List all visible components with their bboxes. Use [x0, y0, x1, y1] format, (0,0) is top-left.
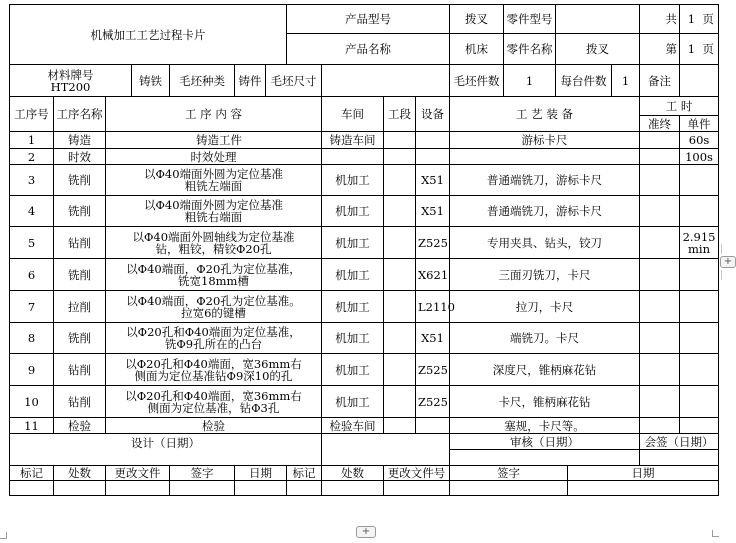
row-name: 铣削: [54, 323, 106, 354]
blank-size-label: 毛坯尺寸: [266, 65, 322, 97]
row-section: [384, 354, 416, 386]
row-workshop: [322, 149, 384, 165]
part-model-value: [556, 5, 640, 34]
table-row: [10, 227, 719, 259]
table-row: [10, 291, 719, 323]
row-name: 铣削: [54, 196, 106, 227]
table-row: [10, 132, 719, 149]
review-date-value: [450, 450, 640, 466]
revision-cell: [106, 481, 170, 496]
row-workshop: 机加工: [322, 165, 384, 196]
part-name-label: 零件名称: [504, 34, 556, 65]
row-unit-time: [680, 165, 719, 196]
row-prep-time: [640, 418, 680, 434]
row-workshop: 机加工: [322, 259, 384, 291]
row-name: 钻削: [54, 386, 106, 418]
row-tooling: 深度尺，锥柄麻花钻: [450, 354, 640, 386]
design-date-label: 设计（日期）: [10, 434, 322, 466]
row-name: 拉削: [54, 291, 106, 323]
row-prep-time: [640, 227, 680, 259]
row-content: 以Φ40端面，Φ20孔为定位基准， 铣宽18mm槽: [106, 259, 322, 291]
col-section: 工段: [384, 97, 416, 132]
row-section: [384, 165, 416, 196]
row-content: 以Φ20孔和Φ40端面，宽36mm右 侧面为定位基准，钻Φ3孔: [106, 386, 322, 418]
row-seq: 8: [10, 323, 54, 354]
row-tooling: 专用夹具、钻头，铰刀: [450, 227, 640, 259]
row-section: [384, 196, 416, 227]
row-unit-time: 60s: [680, 132, 719, 149]
page-corner-mark: [0, 532, 7, 539]
blank-type-label: 毛坯种类: [170, 65, 235, 97]
col-name: 工序名称: [54, 97, 106, 132]
row-section: [384, 386, 416, 418]
row-seq: 11: [10, 418, 54, 434]
row-content: 以Φ40端面外圆轴线为定位基准 钻，粗铰，精铰Φ20孔: [106, 227, 322, 259]
row-prep-time: [640, 132, 680, 149]
revision-cell: [287, 481, 322, 496]
row-equipment: X51: [416, 196, 450, 227]
row-content: 以Φ20孔和Φ40端面，宽36mm右 侧面为定位基准钻Φ9深10的孔: [106, 354, 322, 386]
row-section: [384, 323, 416, 354]
revision-mark-label: 标记: [10, 466, 54, 481]
revision-mark-label-2: 标记: [287, 466, 322, 481]
row-unit-time: [680, 418, 719, 434]
row-tooling: 塞规，卡尺等。: [450, 418, 640, 434]
row-unit-time: [680, 386, 719, 418]
page-number-value: 1 页: [680, 34, 719, 65]
row-prep-time: [640, 354, 680, 386]
revision-sign-label-2: 签字: [450, 466, 568, 481]
row-seq: 9: [10, 354, 54, 386]
row-unit-time: [680, 354, 719, 386]
row-seq: 1: [10, 132, 54, 149]
row-workshop: 机加工: [322, 323, 384, 354]
row-name: 铣削: [54, 165, 106, 196]
total-pages-value: 1 页: [680, 5, 719, 34]
row-section: [384, 291, 416, 323]
revision-cell: [450, 481, 568, 496]
revision-cell: [54, 481, 106, 496]
row-tooling: 端铣刀。卡尺: [450, 323, 640, 354]
remark-value: [680, 65, 719, 97]
row-prep-time: [640, 291, 680, 323]
row-unit-time: 100s: [680, 149, 719, 165]
table-row: [10, 149, 719, 165]
revision-date-label: 日期: [235, 466, 287, 481]
column-resize-marker[interactable]: [721, 270, 722, 280]
col-workshop: 车间: [322, 97, 384, 132]
row-tooling: 三面刃铣刀，卡尺: [450, 259, 640, 291]
revision-cell: [10, 481, 54, 496]
row-equipment: [416, 418, 450, 434]
col-unit-time: 单件: [680, 116, 719, 132]
row-name: 钻削: [54, 354, 106, 386]
process-card: [9, 4, 718, 496]
signoff-blank: [322, 434, 450, 450]
table-row: [10, 165, 719, 196]
table-row: [10, 196, 719, 227]
countersign-date-value: [640, 450, 719, 466]
table-row: [10, 323, 719, 354]
table-row: [10, 259, 719, 291]
row-equipment: X51: [416, 323, 450, 354]
revision-cell: [322, 481, 384, 496]
row-equipment: Z525: [416, 354, 450, 386]
add-column-handle[interactable]: +: [720, 256, 736, 268]
row-unit-time: [680, 323, 719, 354]
row-tooling: 普通端铣刀，游标卡尺: [450, 165, 640, 196]
row-equipment: X51: [416, 165, 450, 196]
row-workshop: 机加工: [322, 354, 384, 386]
col-tooling: 工 艺 装 备: [450, 97, 640, 132]
review-date-label: 审核（日期）: [450, 434, 640, 450]
row-unit-time: 2.915 min: [680, 227, 719, 259]
row-name: 时效: [54, 149, 106, 165]
column-resize-marker[interactable]: [721, 244, 722, 254]
row-prep-time: [640, 323, 680, 354]
row-prep-time: [640, 386, 680, 418]
blank-type-value: 铸件: [235, 65, 266, 97]
row-content: 以Φ40端面外圆为定位基准 粗铣右端面: [106, 196, 322, 227]
process-card-table: [9, 4, 719, 496]
per-unit-value: 1: [612, 65, 640, 97]
row-content: 时效处理: [106, 149, 322, 165]
row-content: 铸造工件: [106, 132, 322, 149]
row-tooling: 拉刀，卡尺: [450, 291, 640, 323]
row-workshop: 机加工: [322, 196, 384, 227]
row-tooling: 游标卡尺: [450, 132, 640, 149]
row-section: [384, 132, 416, 149]
row-content: 以Φ40端面外圆为定位基准 粗铣左端面: [106, 165, 322, 196]
row-content: 检验: [106, 418, 322, 434]
row-unit-time: [680, 196, 719, 227]
product-model-value: 拨叉: [450, 5, 504, 34]
card-title: 机械加工工艺过程卡片: [10, 5, 287, 65]
row-workshop: 机加工: [322, 386, 384, 418]
revision-count-label-2: 处数: [322, 466, 384, 481]
row-seq: 6: [10, 259, 54, 291]
revision-doc-label: 更改文件: [106, 466, 170, 481]
table-resize-handle[interactable]: [712, 530, 719, 537]
revision-count-label: 处数: [54, 466, 106, 481]
row-equipment: Z525: [416, 386, 450, 418]
revision-date-label-2: 日期: [568, 466, 719, 481]
row-name: 检验: [54, 418, 106, 434]
row-workshop: 机加工: [322, 291, 384, 323]
col-time: 工 时: [640, 97, 719, 116]
product-name-value: 机床: [450, 34, 504, 65]
row-equipment: X621: [416, 259, 450, 291]
row-prep-time: [640, 196, 680, 227]
blank-count-label: 毛坯件数: [450, 65, 504, 97]
revision-cell: [235, 481, 287, 496]
row-seq: 10: [10, 386, 54, 418]
revision-cell: [170, 481, 235, 496]
row-seq: 7: [10, 291, 54, 323]
part-name-value: 拨叉: [556, 34, 640, 65]
table-row: [10, 386, 719, 418]
row-equipment: [416, 132, 450, 149]
row-unit-time: [680, 291, 719, 323]
material-grade-value: HT200: [50, 79, 91, 94]
page-number-label: 第: [640, 34, 680, 65]
revision-cell: [568, 481, 719, 496]
row-equipment: Z525: [416, 227, 450, 259]
row-workshop: 铸造车间: [322, 132, 384, 149]
add-row-handle[interactable]: +: [356, 526, 376, 538]
row-section: [384, 418, 416, 434]
part-model-label: 零件型号: [504, 5, 556, 34]
row-tooling: 普通端铣刀，游标卡尺: [450, 196, 640, 227]
col-seq: 工序号: [10, 97, 54, 132]
col-equipment: 设备: [416, 97, 450, 132]
cast-iron-label: 铸铁: [132, 65, 170, 97]
row-unit-time: [680, 259, 719, 291]
revision-doc-label-2: 更改文件号: [384, 466, 450, 481]
table-row: [10, 418, 719, 434]
row-name: 铣削: [54, 259, 106, 291]
col-prep-time: 准终: [640, 116, 680, 132]
row-seq: 5: [10, 227, 54, 259]
row-content: 以Φ40端面，Φ20孔为定位基准。 拉宽6的键槽: [106, 291, 322, 323]
blank-count-value: 1: [504, 65, 556, 97]
product-name-label: 产品名称: [287, 34, 450, 65]
per-unit-label: 每台件数: [556, 65, 612, 97]
row-prep-time: [640, 165, 680, 196]
blank-size-value: [322, 65, 450, 97]
material-grade-cell: [10, 65, 132, 97]
row-name: 铸造: [54, 132, 106, 149]
row-name: 钻削: [54, 227, 106, 259]
table-row: [10, 354, 719, 386]
row-prep-time: [640, 149, 680, 165]
revision-cell: [384, 481, 450, 496]
total-pages-label: 共: [640, 5, 680, 34]
row-section: [384, 149, 416, 165]
row-tooling: 卡尺，锥柄麻花钻: [450, 386, 640, 418]
row-equipment: [416, 149, 450, 165]
row-seq: 4: [10, 196, 54, 227]
row-prep-time: [640, 259, 680, 291]
col-content: 工 序 内 容: [106, 97, 322, 132]
row-seq: 3: [10, 165, 54, 196]
remark-label: 备注: [640, 65, 680, 97]
signoff-blank: [322, 450, 450, 466]
row-workshop: 机加工: [322, 227, 384, 259]
row-section: [384, 227, 416, 259]
row-seq: 2: [10, 149, 54, 165]
revision-sign-label: 签字: [170, 466, 235, 481]
row-equipment: L2110: [416, 291, 450, 323]
row-section: [384, 259, 416, 291]
countersign-date-label: 会签（日期）: [640, 434, 719, 450]
material-grade-label: 材料牌号: [47, 67, 94, 82]
product-model-label: 产品型号: [287, 5, 450, 34]
row-content: 以Φ20孔和Φ40端面为定位基准， 铣Φ9孔所在的凸台: [106, 323, 322, 354]
row-workshop: 检验车间: [322, 418, 384, 434]
row-tooling: [450, 149, 640, 165]
